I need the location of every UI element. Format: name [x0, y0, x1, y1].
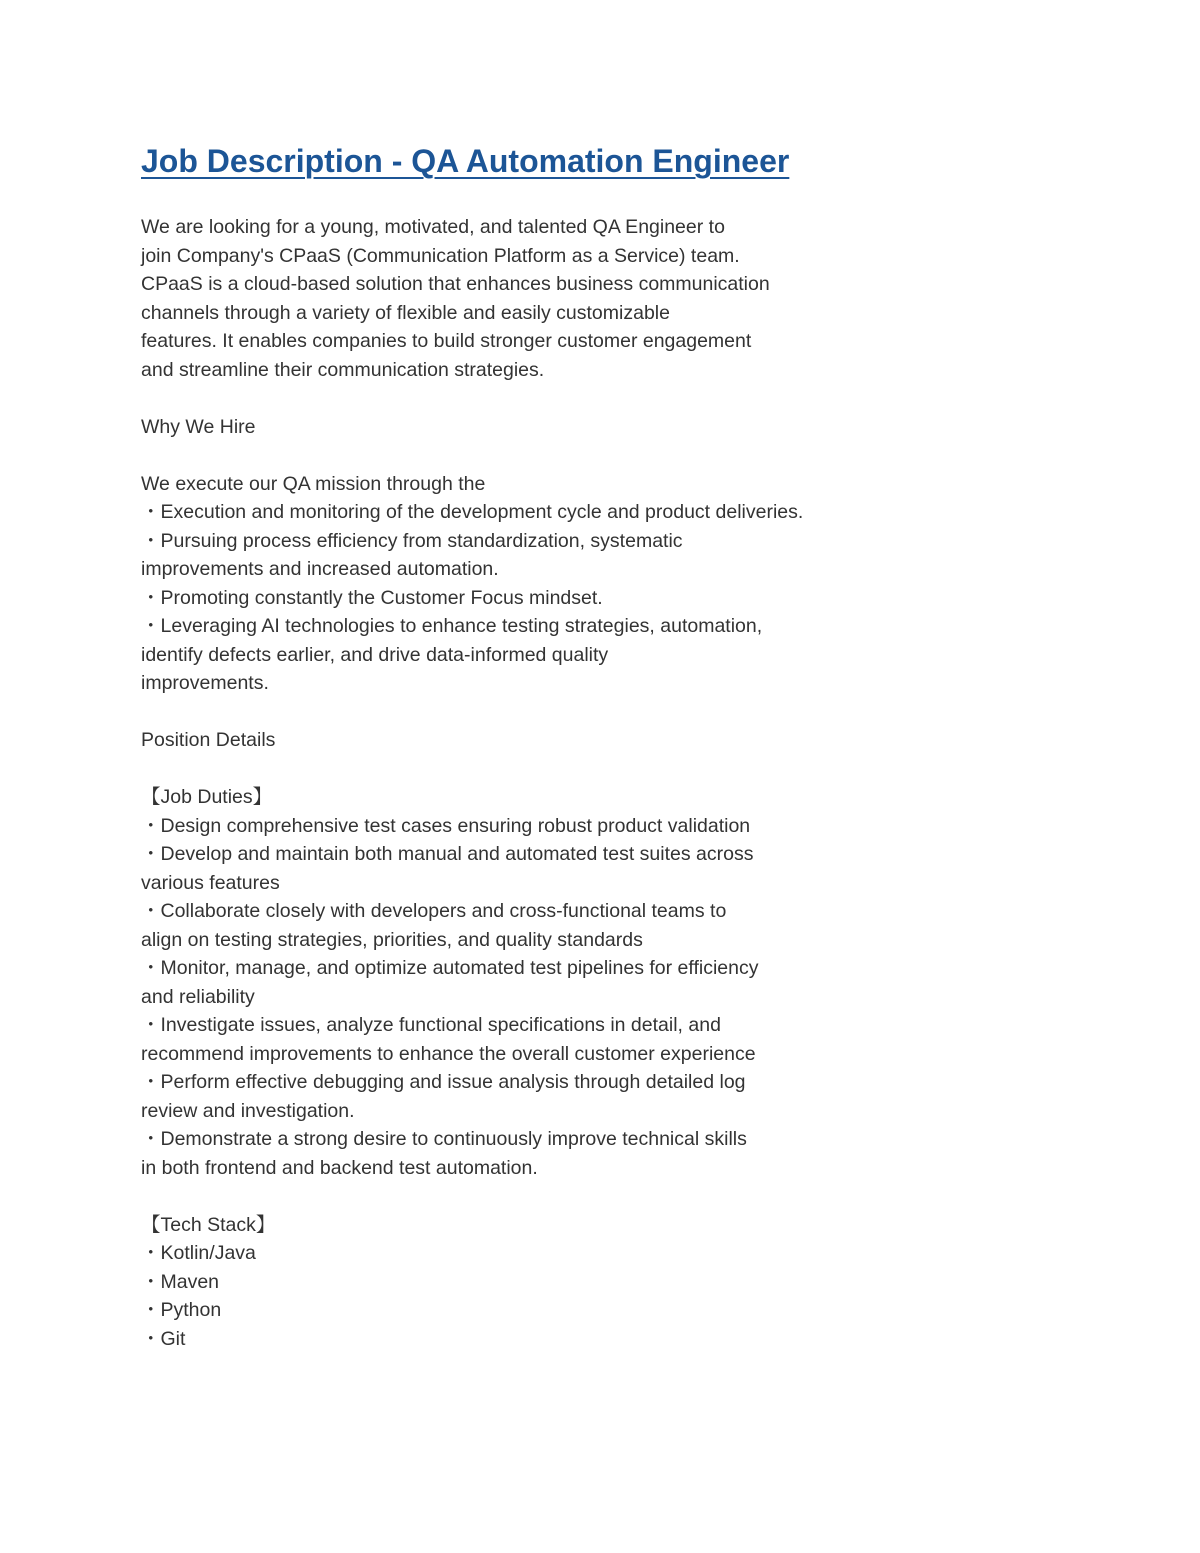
intro-line: channels through a variety of flexible and easily customizable — [141, 301, 670, 324]
document-title: Job Description - QA Automation Engineer — [141, 143, 790, 179]
job-duties-line: ・Collaborate closely with developers and cross-functional teams to — [141, 900, 727, 922]
tech-stack-item: ・Maven — [141, 1270, 220, 1293]
why-we-hire-line: ・Promoting constantly the Customer Focus mindset. — [141, 586, 603, 609]
why-we-hire-line: ・Execution and monitoring of the development cycle and product deliveries. — [141, 501, 804, 523]
intro-line: CPaaS is a cloud-based solution that enhances business communication — [141, 273, 770, 295]
why-we-hire-line: ・Leveraging AI technologies to enhance testing strategies, automation, — [141, 615, 763, 637]
job-duties-line: and reliability — [141, 985, 255, 1008]
tech-stack-section — [141, 1211, 1041, 1354]
tech-stack-item: ・Git — [141, 1327, 186, 1350]
why-we-hire-lead: We execute our QA mission through the — [141, 472, 486, 495]
job-duties-heading: 【Job Duties】 — [141, 786, 273, 808]
why-we-hire-line: ・Pursuing process efficiency from standardization, systematic — [141, 529, 683, 552]
intro-line: We are looking for a young, motivated, and talented QA Engineer to — [141, 216, 725, 238]
job-duties-line: recommend improvements to enhance the overall customer experience — [141, 1042, 756, 1065]
job-duties-line: ・Design comprehensive test cases ensuring robust product validation — [141, 814, 751, 837]
intro-paragraph — [141, 213, 1041, 384]
spacer — [141, 755, 1041, 784]
job-duties-section — [141, 783, 1041, 1182]
tech-stack-item: ・Kotlin/Java — [141, 1242, 256, 1264]
intro-line: join Company's CPaaS (Communication Platform as a Service) team. — [141, 244, 740, 267]
spacer — [141, 384, 1041, 413]
job-duties-line: various features — [141, 871, 280, 894]
why-we-hire-heading: Why We Hire — [141, 415, 256, 438]
spacer — [141, 698, 1041, 727]
job-duties-line: ・Monitor, manage, and optimize automated test pipelines for efficiency — [141, 957, 759, 979]
why-we-hire-section — [141, 470, 1041, 698]
intro-line: features. It enables companies to build stronger customer engagement — [141, 330, 752, 352]
document-body — [141, 213, 1041, 1353]
spacer — [141, 1182, 1041, 1211]
job-duties-line: review and investigation. — [141, 1099, 355, 1122]
job-duties-line: ・Investigate issues, analyze functional specifications in detail, and — [141, 1014, 721, 1036]
job-duties-line: ・Perform effective debugging and issue analysis through detailed log — [141, 1071, 746, 1093]
why-we-hire-line: improvements. — [141, 672, 269, 694]
why-we-hire-line: improvements and increased automation. — [141, 558, 499, 580]
intro-line: and streamline their communication strategies. — [141, 358, 545, 381]
job-duties-line: ・Demonstrate a strong desire to continuously improve technical skills — [141, 1128, 747, 1150]
tech-stack-heading: 【Tech Stack】 — [141, 1213, 276, 1236]
why-we-hire-line: identify defects earlier, and drive data-informed quality — [141, 643, 609, 666]
spacer — [141, 441, 1041, 470]
job-duties-line: ・Develop and maintain both manual and automated test suites across — [141, 843, 754, 865]
job-duties-line: align on testing strategies, priorities, and quality standards — [141, 928, 643, 951]
tech-stack-item: ・Python — [141, 1299, 222, 1321]
position-details-heading: Position Details — [141, 729, 276, 751]
job-duties-line: in both frontend and backend test automation. — [141, 1156, 538, 1179]
